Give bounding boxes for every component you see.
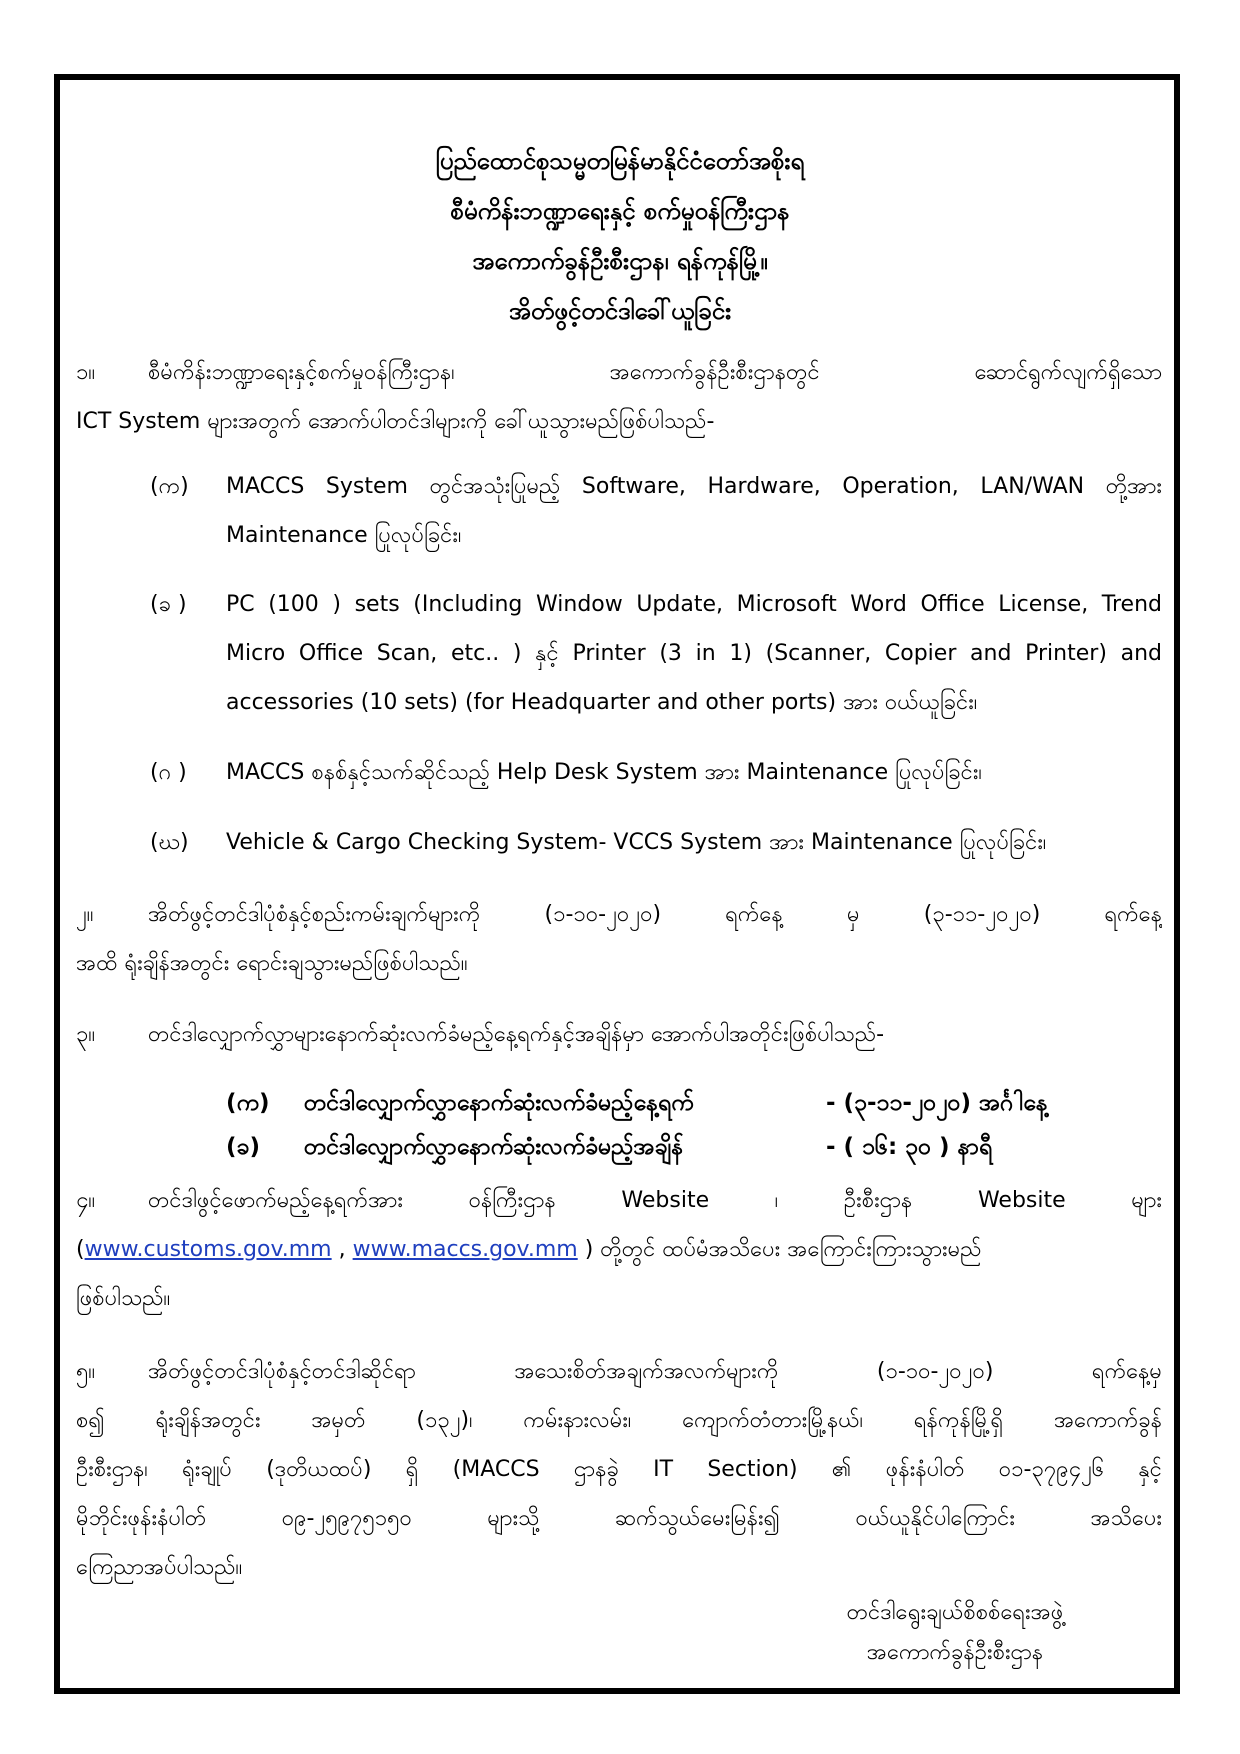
paragraph-2-line-2: အထိ ရုံးချိန်အတွင်း ရောင်းချသွားမည်ဖြစ်ပါသည်။ xyxy=(76,951,468,976)
paragraph-3-line-1: ၃။ တင်ဒါလျှောက်လွှာများနောက်ဆုံးလက်ခံမည့်နေ့ရက်နှင့်အချိန်မှာ အောက်ပါအတိုင်းဖြစ်ပါသည်- xyxy=(76,1010,1162,1059)
header-government: ပြည်ထောင်စုသမ္မတမြန်မာနိုင်ငံတော်အစိုးရ xyxy=(435,147,805,175)
header-department: အကောက်ခွန်ဦးစီးဌာန၊ ရန်ကုန်မြို့။ xyxy=(472,247,768,275)
deadline-date: (က) တင်ဒါလျှောက်လွှာနောက်ဆုံးလက်ခံမည့်နေ့ရက် - (၃-၁၁-၂၀၂၀) အင်္ဂါနေ့ xyxy=(226,1090,1048,1116)
paragraph-1-line-2: ICT System များအတွက် အောက်ပါတင်ဒါများကို ခေါ်ယူသွားမည်ဖြစ်ပါသည်- xyxy=(76,409,715,434)
paragraph-2 xyxy=(76,890,1162,988)
list-marker: (က) xyxy=(150,474,189,499)
paragraph-1-line-1: ၁။ စီမံကိန်းဘဏ္ဍာရေးနှင့်စက်မှုဝန်ကြီးဌာန၊ အကောက်ခွန်ဦးစီးဌာနတွင် ဆောင်ရွက်လျက်ရှိသော xyxy=(76,348,1162,397)
paragraph-number: ၃။ xyxy=(76,1022,96,1047)
paragraph-5-line-2: စ၍ ရုံးချိန်အတွင်း အမှတ် (၁၃၂)၊ ကမ်းနားလမ်း၊ ကျောက်တံတားမြို့နယ်၊ ရန်ကုန်မြို့ရှိ အကောက်ခွန် xyxy=(76,1408,1162,1433)
paragraph-4-line-1: ၄။ တင်ဒါဖွင့်ဖောက်မည့်နေ့ရက်အား ဝန်ကြီးဌာန Website ၊ ဦးစီးဌာန Website များ xyxy=(76,1176,1162,1225)
document-header xyxy=(0,136,1240,336)
list-item-ga: (ဂ ) MACCS စနစ်နှင့်သက်ဆိုင်သည့် Help Desk System အား Maintenance ပြုလုပ်ခြင်း၊ xyxy=(150,748,1162,797)
list-item-kha: (ခ ) PC (100 ) sets (Including Window Update, Microsoft Word Office License, Trend Micro Office Scan, etc.. ) နှင့် Printer (3 in 1) (Scanner, Copier and Printer) and accessories (10 sets) (for Headquarter and other ports) အား ဝယ်ယူခြင်း၊ xyxy=(150,580,1162,727)
deadline-time: (ခ) တင်ဒါလျှောက်လွှာနောက်ဆုံးလက်ခံမည့်အချိန် - ( ၁၆: ၃၀ ) နာရီ xyxy=(226,1134,993,1160)
list-marker: (ဂ ) xyxy=(150,760,187,785)
paragraph-4-line-3: ဖြစ်ပါသည်။ xyxy=(76,1286,171,1311)
paragraph-4 xyxy=(76,1176,1162,1323)
paragraph-5-line-1: ၅။ အိတ်ဖွင့်တင်ဒါပုံစံနှင့်တင်ဒါဆိုင်ရာ အသေးစိတ်အချက်အလက်များကို (၁-၁၀-၂၀၂၀) ရက်နေ့မှ xyxy=(76,1347,1162,1396)
paragraph-5-line-5: ကြေညာအပ်ပါသည်။ xyxy=(76,1555,243,1580)
maccs-website-link[interactable]: www.maccs.gov.mm xyxy=(352,1237,578,1262)
list-marker: (ဃ) xyxy=(150,830,189,855)
customs-website-link[interactable]: www.customs.gov.mm xyxy=(84,1237,332,1262)
list-item-gha: (ဃ) Vehicle & Cargo Checking System- VCCS System အား Maintenance ပြုလုပ်ခြင်း၊ xyxy=(150,818,1162,867)
paragraph-number: ၅။ xyxy=(76,1359,96,1384)
paragraph-2-line-1: ၂။ အိတ်ဖွင့်တင်ဒါပုံစံနှင့်စည်းကမ်းချက်များကို (၁-၁၀-၂၀၂၀) ရက်နေ့ မှ (၃-၁၁-၂၀၂၀) ရက်နေ့ xyxy=(76,890,1162,939)
paragraph-1 xyxy=(76,348,1162,446)
paragraph-4-line-2: (www.customs.gov.mm , www.maccs.gov.mm ) တို့တွင် ထပ်မံအသိပေး အကြောင်းကြားသွားမည် xyxy=(76,1237,982,1262)
paragraph-number: ၁။ xyxy=(76,360,96,385)
paragraph-number: ၄။ xyxy=(76,1188,96,1213)
header-ministry: စီမံကိန်းဘဏ္ဍာရေးနှင့် စက်မှုဝန်ကြီးဌာန xyxy=(450,197,790,225)
paragraph-number: ၂။ xyxy=(76,902,94,927)
paragraph-5-line-3: ဦးစီးဌာန၊ ရုံးချုပ် (ဒုတိယထပ်) ရှိ (MACCS ဌာနခွဲ IT Section) ၏ ဖုန်းနံပါတ် ၀၁-၃၇၉၄၂၆ နှင့် xyxy=(76,1457,1162,1482)
paragraph-3 xyxy=(76,1010,1162,1059)
header-title: အိတ်ဖွင့်တင်ဒါခေါ်ယူခြင်း xyxy=(508,297,732,325)
list-item-ka: (က) MACCS System တွင်အသုံးပြုမည့် Software, Hardware, Operation, LAN/WAN တို့အား Maintenance ပြုလုပ်ခြင်း၊ xyxy=(150,462,1162,560)
paragraph-5 xyxy=(76,1347,1162,1592)
signature-committee: တင်ဒါရွေးချယ်စိစစ်ရေးအဖွဲ့ xyxy=(846,1600,1064,1625)
paragraph-5-line-4: မိုဘိုင်းဖုန်းနံပါတ် ၀၉-၂၅၉၇၅၁၅၀ များသို့ ဆက်သွယ်မေးမြန်း၍ ဝယ်ယူနိုင်ပါကြောင်း အသိပေး xyxy=(76,1506,1162,1531)
signature-block xyxy=(760,1593,1150,1673)
signature-department: အကောက်ခွန်ဦးစီးဌာန xyxy=(866,1640,1044,1665)
list-marker: (ခ ) xyxy=(150,592,187,617)
